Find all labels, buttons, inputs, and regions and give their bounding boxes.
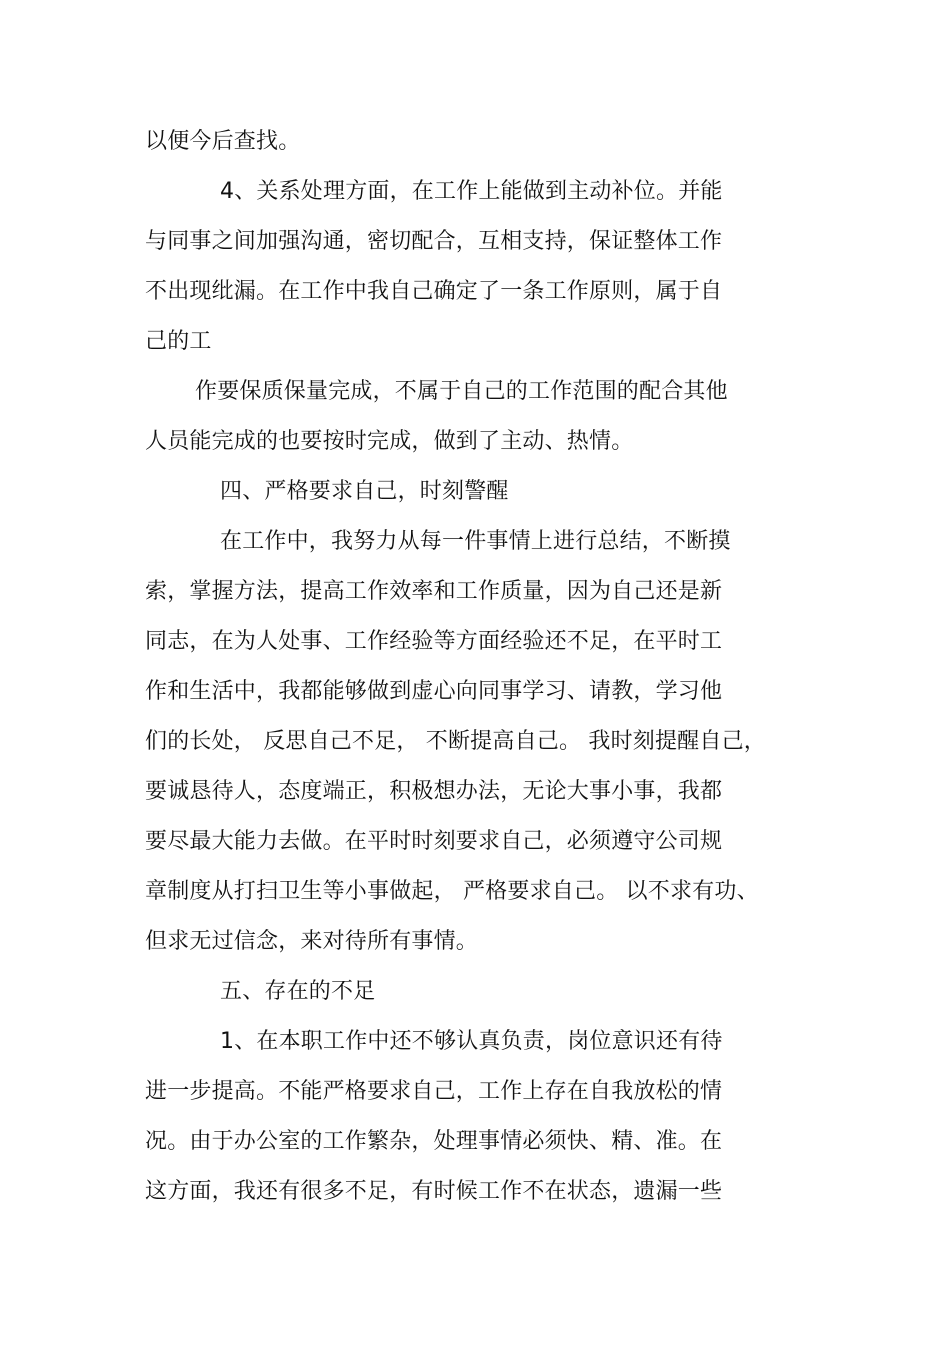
text-line: 要尽最大能力去做。在平时时刻要求自己，必须遵守公司规 <box>145 829 723 854</box>
text-line: 要诚恳待人，态度端正，积极想办法，无论大事小事，我都 <box>145 779 723 804</box>
text-line: 以便今后查找。 <box>145 129 301 154</box>
section-heading: 四、严格要求自己，时刻警醒 <box>220 479 509 504</box>
text-line: 同志，在为人处事、工作经验等方面经验还不足，在平时工 <box>145 629 723 654</box>
text-line: 这方面，我还有很多不足，有时候工作不在状态，遗漏一些 <box>145 1179 723 1204</box>
text-line: 章制度从打扫卫生等小事做起， 严格要求自己。 以不求有功、 <box>145 879 759 904</box>
text-line: 作和生活中，我都能够做到虚心向同事学习、请教，学习他 <box>145 679 723 704</box>
text-line: 况。由于办公室的工作繁杂，处理事情必须快、精、准。在 <box>145 1129 723 1154</box>
section-heading: 五、存在的不足 <box>220 979 376 1004</box>
text-line: 1、在本职工作中还不够认真负责，岗位意识还有待 <box>220 1029 723 1054</box>
text-line: 作要保质保量完成，不属于自己的工作范围的配合其他 <box>195 379 728 404</box>
text-line: 在工作中，我努力从每一件事情上进行总结，不断摸 <box>220 529 731 554</box>
text-line: 人员能完成的也要按时完成，做到了主动、热情。 <box>145 429 634 454</box>
text-line: 己的工 <box>145 329 212 354</box>
text-line: 们的长处， 反思自己不足， 不断提高自己。 我时刻提醒自己， <box>145 729 766 754</box>
text-line: 不出现纰漏。在工作中我自己确定了一条工作原则，属于自 <box>145 279 723 304</box>
text-line: 4、关系处理方面，在工作上能做到主动补位。并能 <box>220 179 723 204</box>
text-line: 但求无过信念，来对待所有事情。 <box>145 929 479 954</box>
text-line: 与同事之间加强沟通，密切配合，互相支持，保证整体工作 <box>145 229 723 254</box>
text-line: 索，掌握方法，提高工作效率和工作质量，因为自己还是新 <box>145 579 723 604</box>
text-line: 进一步提高。不能严格要求自己，工作上存在自我放松的情 <box>145 1079 723 1104</box>
